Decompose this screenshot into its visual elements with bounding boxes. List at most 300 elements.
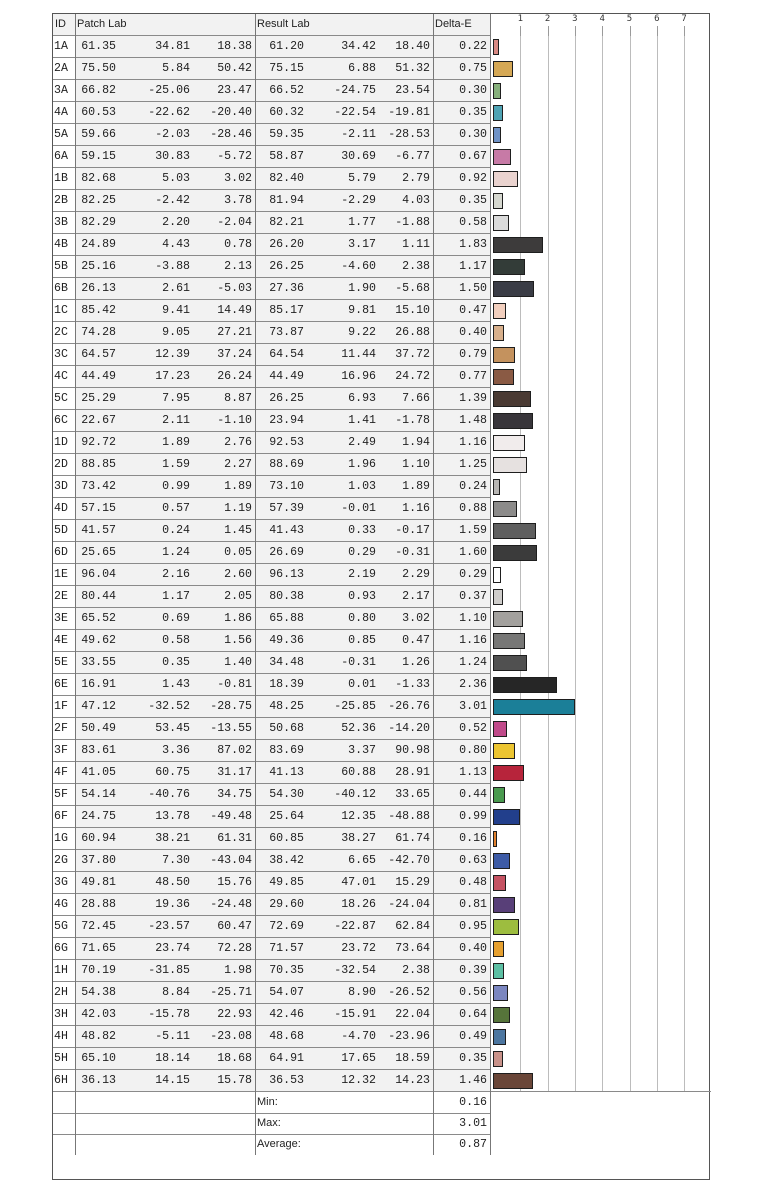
row-divider (53, 805, 490, 806)
patch-a: 0.99 (162, 480, 190, 493)
row-id: 2F (54, 722, 68, 735)
patch-l: 25.16 (81, 260, 116, 273)
grid-line (520, 36, 521, 1092)
result-l: 64.91 (269, 1052, 304, 1065)
delta-e-bar (493, 611, 523, 627)
patch-b: 1.98 (224, 964, 252, 977)
row-id: 3C (54, 348, 68, 361)
row-divider (53, 409, 490, 410)
result-a: 1.77 (348, 216, 376, 229)
row-id: 4B (54, 238, 68, 251)
patch-l: 65.10 (81, 1052, 116, 1065)
patch-l: 59.66 (81, 128, 116, 141)
delta-e-value: 0.88 (459, 502, 487, 515)
patch-l: 72.45 (81, 920, 116, 933)
result-b: 1.94 (402, 436, 430, 449)
patch-l: 71.65 (81, 942, 116, 955)
patch-a: 0.35 (162, 656, 190, 669)
result-b: 33.65 (395, 788, 430, 801)
patch-a: 1.17 (162, 590, 190, 603)
delta-e-bar (493, 589, 503, 605)
result-a: 9.81 (348, 304, 376, 317)
result-a: -2.29 (341, 194, 376, 207)
patch-l: 54.38 (81, 986, 116, 999)
patch-a: -25.06 (148, 84, 190, 97)
delta-e-bar (493, 787, 505, 803)
delta-e-bar (493, 809, 520, 825)
delta-e-bar (493, 413, 533, 429)
patch-b: -24.48 (210, 898, 252, 911)
delta-e-value: 1.17 (459, 260, 487, 273)
result-a: 34.42 (341, 40, 376, 53)
result-b: 37.72 (395, 348, 430, 361)
result-a: 0.93 (348, 590, 376, 603)
delta-e-bar (493, 831, 497, 847)
patch-l: 65.52 (81, 612, 116, 625)
delta-e-value: 0.37 (459, 590, 487, 603)
row-divider (53, 431, 490, 432)
row-divider (53, 585, 490, 586)
footer-max-label: Max: (257, 1117, 281, 1129)
patch-a: 8.84 (162, 986, 190, 999)
axis-tick-mark (602, 26, 603, 36)
result-l: 26.25 (269, 260, 304, 273)
result-l: 83.69 (269, 744, 304, 757)
delta-e-bar (493, 479, 500, 495)
row-id: 2B (54, 194, 68, 207)
row-id: 1H (54, 964, 68, 977)
delta-e-bar (493, 457, 527, 473)
patch-b: 26.24 (217, 370, 252, 383)
row-divider (53, 211, 490, 212)
axis-tick-label: 6 (654, 14, 660, 24)
row-id: 6G (54, 942, 68, 955)
delta-e-bar (493, 325, 504, 341)
patch-l: 25.65 (81, 546, 116, 559)
patch-a: -22.62 (148, 106, 190, 119)
result-l: 26.20 (269, 238, 304, 251)
axis-tick-label: 4 (599, 14, 605, 24)
patch-b: -13.55 (210, 722, 252, 735)
axis-tick-label: 7 (681, 14, 687, 24)
patch-a: 9.05 (162, 326, 190, 339)
result-a: 6.88 (348, 62, 376, 75)
result-b: -24.04 (388, 898, 430, 911)
header-id: ID (55, 18, 66, 30)
row-id: 4E (54, 634, 68, 647)
result-a: -4.70 (341, 1030, 376, 1043)
patch-l: 47.12 (81, 700, 116, 713)
patch-b: -2.04 (217, 216, 252, 229)
row-divider (53, 1003, 490, 1004)
delta-e-value: 0.30 (459, 128, 487, 141)
result-b: 1.10 (402, 458, 430, 471)
result-b: 2.38 (402, 260, 430, 273)
patch-l: 61.35 (81, 40, 116, 53)
result-b: -48.88 (388, 810, 430, 823)
patch-b: 50.42 (217, 62, 252, 75)
delta-e-bar (493, 853, 510, 869)
delta-e-bar (493, 633, 525, 649)
row-divider (53, 387, 490, 388)
result-l: 60.85 (269, 832, 304, 845)
patch-b: 1.45 (224, 524, 252, 537)
result-a: 17.65 (341, 1052, 376, 1065)
result-a: 1.03 (348, 480, 376, 493)
delta-e-bar (493, 149, 511, 165)
patch-b: -28.46 (210, 128, 252, 141)
patch-l: 75.50 (81, 62, 116, 75)
result-a: 0.80 (348, 612, 376, 625)
result-l: 85.17 (269, 304, 304, 317)
patch-l: 25.29 (81, 392, 116, 405)
result-l: 60.32 (269, 106, 304, 119)
result-a: 9.22 (348, 326, 376, 339)
patch-a: -32.52 (148, 700, 190, 713)
patch-b: 0.05 (224, 546, 252, 559)
result-l: 25.64 (269, 810, 304, 823)
delta-e-bar (493, 501, 517, 517)
patch-b: 1.40 (224, 656, 252, 669)
patch-a: -2.03 (155, 128, 190, 141)
result-b: 61.74 (395, 832, 430, 845)
patch-l: 85.42 (81, 304, 116, 317)
delta-e-value: 0.58 (459, 216, 487, 229)
delta-e-bar (493, 567, 501, 583)
patch-b: 34.75 (217, 788, 252, 801)
row-divider (53, 145, 490, 146)
result-a: 30.69 (341, 150, 376, 163)
result-b: -28.53 (388, 128, 430, 141)
patch-b: -23.08 (210, 1030, 252, 1043)
delta-e-bar (493, 83, 501, 99)
result-l: 54.30 (269, 788, 304, 801)
result-b: 18.59 (395, 1052, 430, 1065)
row-id: 4C (54, 370, 68, 383)
patch-l: 24.75 (81, 810, 116, 823)
patch-a: 60.75 (155, 766, 190, 779)
row-id: 4F (54, 766, 68, 779)
patch-l: 54.14 (81, 788, 116, 801)
delta-e-bar (493, 105, 503, 121)
result-a: 0.33 (348, 524, 376, 537)
result-b: 1.16 (402, 502, 430, 515)
patch-a: -31.85 (148, 964, 190, 977)
patch-l: 48.82 (81, 1030, 116, 1043)
footer-avg-label: Average: (257, 1138, 301, 1150)
delta-e-bar (493, 919, 519, 935)
result-a: -2.11 (341, 128, 376, 141)
patch-l: 64.57 (81, 348, 116, 361)
axis-tick-mark (657, 26, 658, 36)
delta-e-value: 0.47 (459, 304, 487, 317)
patch-a: 14.15 (155, 1074, 190, 1087)
result-b: -6.77 (395, 150, 430, 163)
patch-b: -28.75 (210, 700, 252, 713)
patch-a: 48.50 (155, 876, 190, 889)
delta-e-value: 1.83 (459, 238, 487, 251)
patch-a: 0.24 (162, 524, 190, 537)
grid-line (575, 36, 576, 1092)
result-l: 27.36 (269, 282, 304, 295)
delta-e-bar (493, 1051, 503, 1067)
patch-l: 36.13 (81, 1074, 116, 1087)
patch-b: 15.78 (217, 1074, 252, 1087)
row-divider (53, 673, 490, 674)
result-l: 26.69 (269, 546, 304, 559)
patch-a: 30.83 (155, 150, 190, 163)
patch-l: 96.04 (81, 568, 116, 581)
patch-a: 12.39 (155, 348, 190, 361)
delta-e-bar (493, 347, 515, 363)
patch-b: 15.76 (217, 876, 252, 889)
result-b: 2.38 (402, 964, 430, 977)
patch-l: 74.28 (81, 326, 116, 339)
patch-b: 61.31 (217, 832, 252, 845)
result-b: 2.29 (402, 568, 430, 581)
row-id: 6D (54, 546, 68, 559)
result-l: 57.39 (269, 502, 304, 515)
row-id: 2A (54, 62, 68, 75)
delta-e-value: 0.29 (459, 568, 487, 581)
result-l: 18.39 (269, 678, 304, 691)
patch-l: 70.19 (81, 964, 116, 977)
result-a: 1.90 (348, 282, 376, 295)
result-a: 18.26 (341, 898, 376, 911)
result-l: 96.13 (269, 568, 304, 581)
patch-l: 28.88 (81, 898, 116, 911)
footer-max-value: 3.01 (459, 1117, 487, 1130)
result-l: 44.49 (269, 370, 304, 383)
row-id: 3E (54, 612, 68, 625)
row-id: 5C (54, 392, 68, 405)
result-b: 2.17 (402, 590, 430, 603)
result-b: 15.10 (395, 304, 430, 317)
axis-tick-mark (684, 26, 685, 36)
patch-l: 42.03 (81, 1008, 116, 1021)
patch-b: 0.78 (224, 238, 252, 251)
result-b: 15.29 (395, 876, 430, 889)
patch-b: -20.40 (210, 106, 252, 119)
axis-tick-mark (575, 26, 576, 36)
row-divider (53, 277, 490, 278)
row-id: 2D (54, 458, 68, 471)
patch-l: 41.57 (81, 524, 116, 537)
grid-line (630, 36, 631, 1092)
delta-e-value: 0.49 (459, 1030, 487, 1043)
patch-l: 92.72 (81, 436, 116, 449)
delta-e-value: 1.25 (459, 458, 487, 471)
patch-b: 2.27 (224, 458, 252, 471)
patch-a: 5.84 (162, 62, 190, 75)
patch-a: -15.78 (148, 1008, 190, 1021)
delta-e-value: 0.95 (459, 920, 487, 933)
result-l: 81.94 (269, 194, 304, 207)
patch-b: 1.56 (224, 634, 252, 647)
row-divider (53, 167, 490, 168)
result-b: 1.26 (402, 656, 430, 669)
patch-b: 37.24 (217, 348, 252, 361)
patch-a: 53.45 (155, 722, 190, 735)
delta-e-bar (493, 259, 525, 275)
result-b: -26.52 (388, 986, 430, 999)
patch-a: 17.23 (155, 370, 190, 383)
result-l: 65.88 (269, 612, 304, 625)
delta-e-value: 0.35 (459, 194, 487, 207)
row-id: 3H (54, 1008, 68, 1021)
row-divider (53, 123, 490, 124)
axis-tick-label: 5 (626, 14, 633, 24)
result-b: -1.78 (395, 414, 430, 427)
row-divider (53, 79, 490, 80)
row-divider (53, 607, 490, 608)
row-divider (53, 695, 490, 696)
patch-a: 1.43 (162, 678, 190, 691)
result-l: 34.48 (269, 656, 304, 669)
row-id: 4H (54, 1030, 68, 1043)
row-divider (53, 651, 490, 652)
patch-b: 87.02 (217, 744, 252, 757)
row-id: 2C (54, 326, 68, 339)
patch-l: 60.94 (81, 832, 116, 845)
patch-b: -5.72 (217, 150, 252, 163)
grid-line (602, 36, 603, 1092)
delta-e-bar (493, 875, 506, 891)
result-a: 1.96 (348, 458, 376, 471)
row-divider (53, 629, 490, 630)
result-l: 29.60 (269, 898, 304, 911)
row-divider (53, 343, 490, 344)
grid-line (548, 36, 549, 1092)
row-id: 1A (54, 40, 68, 53)
result-b: 26.88 (395, 326, 430, 339)
delta-e-value: 1.10 (459, 612, 487, 625)
result-l: 82.40 (269, 172, 304, 185)
row-id: 6F (54, 810, 68, 823)
result-l: 50.68 (269, 722, 304, 735)
result-b: 14.23 (395, 1074, 430, 1087)
delta-e-value: 0.35 (459, 106, 487, 119)
result-a: 47.01 (341, 876, 376, 889)
patch-a: 3.36 (162, 744, 190, 757)
footer-min-label: Min: (257, 1096, 278, 1108)
result-b: 1.89 (402, 480, 430, 493)
result-l: 49.85 (269, 876, 304, 889)
patch-b: -1.10 (217, 414, 252, 427)
footer-min-value: 0.16 (459, 1096, 487, 1109)
result-l: 73.87 (269, 326, 304, 339)
patch-b: 1.89 (224, 480, 252, 493)
row-id: 5E (54, 656, 68, 669)
row-id: 5D (54, 524, 68, 537)
row-divider (53, 937, 490, 938)
delta-e-value: 1.60 (459, 546, 487, 559)
patch-l: 44.49 (81, 370, 116, 383)
patch-l: 26.13 (81, 282, 116, 295)
result-a: 0.29 (348, 546, 376, 559)
delta-e-value: 1.50 (459, 282, 487, 295)
patch-a: -40.76 (148, 788, 190, 801)
row-id: 2G (54, 854, 68, 867)
patch-l: 88.85 (81, 458, 116, 471)
result-a: -40.12 (334, 788, 376, 801)
row-id: 3F (54, 744, 68, 757)
patch-a: 0.57 (162, 502, 190, 515)
row-id: 3B (54, 216, 68, 229)
result-l: 88.69 (269, 458, 304, 471)
row-divider (53, 893, 490, 894)
delta-e-value: 0.52 (459, 722, 487, 735)
delta-e-value: 0.99 (459, 810, 487, 823)
row-id: 6C (54, 414, 68, 427)
delta-e-bar (493, 369, 514, 385)
delta-e-value: 0.40 (459, 326, 487, 339)
delta-e-bar (493, 1073, 533, 1089)
result-b: -19.81 (388, 106, 430, 119)
patch-a: 2.11 (162, 414, 190, 427)
delta-e-bar (493, 61, 513, 77)
delta-e-bar (493, 655, 527, 671)
patch-a: 2.61 (162, 282, 190, 295)
patch-l: 22.67 (81, 414, 116, 427)
delta-e-value: 0.22 (459, 40, 487, 53)
header-delta-e: Delta-E (435, 18, 472, 30)
result-l: 92.53 (269, 436, 304, 449)
delta-e-value: 0.75 (459, 62, 487, 75)
patch-l: 49.81 (81, 876, 116, 889)
row-divider (53, 827, 490, 828)
delta-e-value: 0.48 (459, 876, 487, 889)
result-a: 38.27 (341, 832, 376, 845)
result-l: 80.38 (269, 590, 304, 603)
delta-e-value: 1.39 (459, 392, 487, 405)
row-divider (53, 761, 490, 762)
result-l: 36.53 (269, 1074, 304, 1087)
delta-e-value: 0.44 (459, 788, 487, 801)
delta-e-bar (493, 985, 508, 1001)
result-b: 73.64 (395, 942, 430, 955)
result-a: 3.17 (348, 238, 376, 251)
delta-e-bar (493, 699, 575, 715)
result-l: 75.15 (269, 62, 304, 75)
result-a: 5.79 (348, 172, 376, 185)
delta-e-bar (493, 127, 501, 143)
row-divider (53, 981, 490, 982)
patch-a: 1.59 (162, 458, 190, 471)
row-id: 5H (54, 1052, 68, 1065)
patch-b: 72.28 (217, 942, 252, 955)
row-divider (53, 959, 490, 960)
patch-l: 24.89 (81, 238, 116, 251)
delta-e-value: 1.16 (459, 634, 487, 647)
result-b: 18.40 (395, 40, 430, 53)
row-divider (53, 453, 490, 454)
patch-l: 82.25 (81, 194, 116, 207)
row-id: 1E (54, 568, 68, 581)
result-a: -0.31 (341, 656, 376, 669)
delta-e-bar (493, 215, 509, 231)
patch-l: 49.62 (81, 634, 116, 647)
patch-b: 3.78 (224, 194, 252, 207)
row-id: 5A (54, 128, 68, 141)
patch-a: -3.88 (155, 260, 190, 273)
result-a: 52.36 (341, 722, 376, 735)
result-a: 11.44 (341, 348, 376, 361)
result-b: 51.32 (395, 62, 430, 75)
delta-e-report-table (52, 13, 710, 1180)
row-id: 4D (54, 502, 68, 515)
patch-l: 50.49 (81, 722, 116, 735)
